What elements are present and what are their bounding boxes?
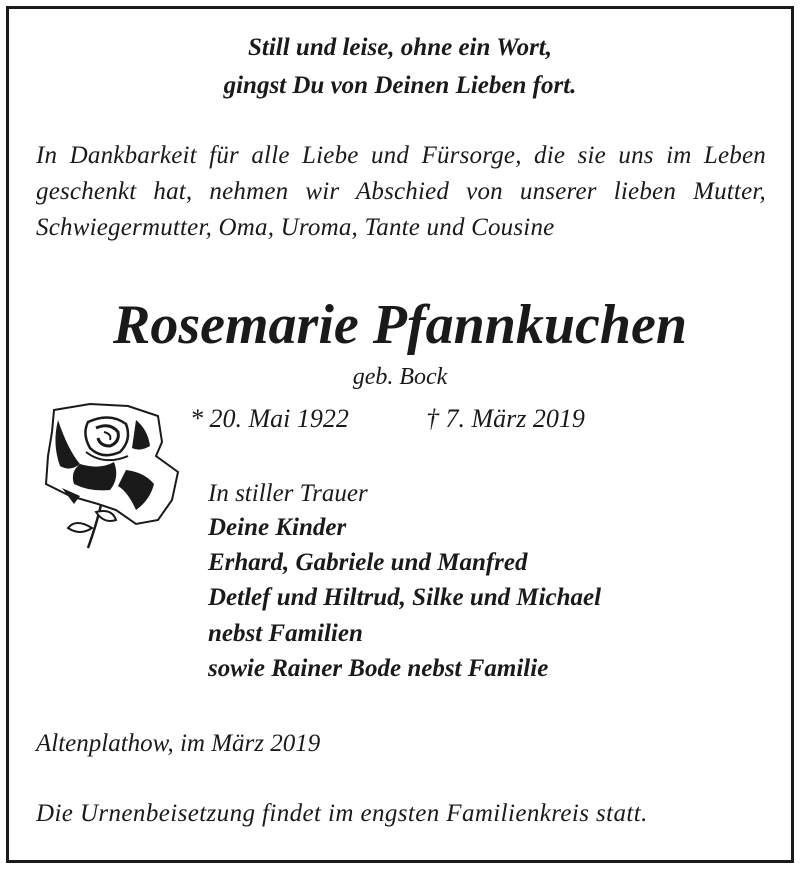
mourner-line: sowie Rainer Bode nebst Familie <box>208 655 549 682</box>
mourning-intro: In stiller Trauer <box>208 480 368 507</box>
verse-line-2: gingst Du von Deinen Lieben fort. <box>223 72 577 99</box>
verse-line-1: Still und leise, ohne ein Wort, <box>247 34 552 61</box>
mourner-line: Detlef und Hiltrud, Silke und Michael <box>208 584 602 611</box>
death-date: † 7. März 2019 <box>426 404 585 433</box>
deceased-name: Rosemarie Pfannkuchen <box>112 294 688 356</box>
burial-notice: Die Urnenbeisetzung findet im engsten Familienkreis statt. <box>36 800 648 827</box>
place-date: Altenplathow, im März 2019 <box>36 730 321 757</box>
thanks-paragraph: In Dankbarkeit für alle Liebe und Fürsorge, die sie uns im Leben geschenkt hat, nehmen wir Abschied von unserer lieben Mutter, Schwiegermutter, Oma, Uroma, Tante und Cousine <box>36 142 766 241</box>
birth-date: * 20. Mai 1922 <box>190 404 349 433</box>
mourner-line: Erhard, Gabriele und Manfred <box>208 549 528 576</box>
mourner-line: Deine Kinder <box>208 514 347 541</box>
maiden-name: geb. Bock <box>352 364 448 390</box>
rose-icon <box>40 400 182 552</box>
mourner-line: nebst Familien <box>208 620 363 647</box>
